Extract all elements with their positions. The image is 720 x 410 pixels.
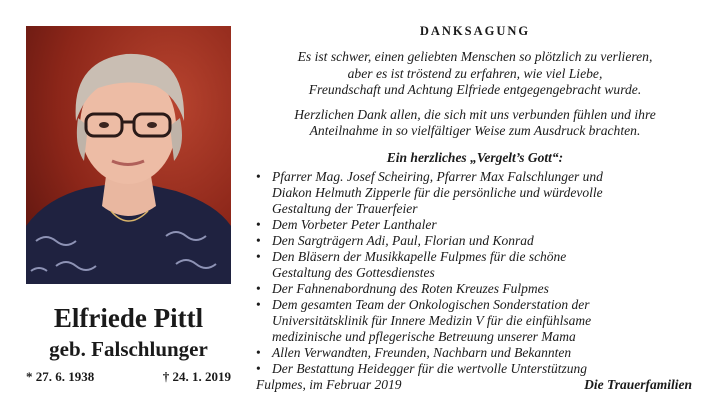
list-item — [256, 169, 700, 217]
list-item-line: Den Sargträgern Adi, Paul, Florian und Konrad — [272, 232, 534, 248]
list-item — [256, 233, 700, 249]
list-item-line: Dem Vorbeter Peter Lanthaler — [272, 216, 437, 232]
place-date: Fulpmes, im Februar 2019 — [256, 377, 402, 392]
list-item-line: Den Bläsern der Musikkapelle Fulpmes für die schöne — [272, 248, 567, 264]
thanks-line: Anteilnahme in so vielfältiger Weise zum Ausdruck brachten. — [309, 123, 641, 138]
intro-line: aber es ist tröstend zu erfahren, wie viel Liebe, — [347, 65, 603, 81]
list-item-line: Dem gesamten Team der Onkologischen Sonderstation der — [272, 296, 590, 312]
thanks-line: Herzlichen Dank allen, die sich mit uns verbunden fühlen und ihre — [294, 106, 656, 122]
list-item-line: Universitätsklinik für Innere Medizin V für die einfühlsame — [272, 312, 592, 328]
list-item-line: Gestaltung des Gottesdienstes — [272, 264, 435, 280]
notice-heading: DANKSAGUNG — [419, 24, 531, 38]
signature: Die Trauerfamilien — [584, 377, 692, 392]
portrait-photo — [26, 26, 231, 284]
deceased-name: Elfriede Pittl — [53, 303, 204, 333]
list-item-line: medizinische und pflegerische Betreuung unserer Mama — [272, 328, 576, 344]
notice-text — [250, 24, 700, 377]
thanks-paragraph — [250, 107, 700, 140]
list-item-line: Gestaltung der Trauerfeier — [272, 200, 418, 216]
list-item-line: Allen Verwandten, Freunden, Nachbarn und Bekannten — [272, 344, 572, 360]
thanks-list — [250, 169, 700, 377]
list-item — [256, 345, 700, 361]
bullet-icon: • — [256, 296, 261, 312]
list-item-line: Der Bestattung Heidegger für die wertvolle Unterstützung — [272, 360, 587, 376]
life-dates — [26, 369, 231, 385]
bullet-icon: • — [256, 280, 261, 296]
bullet-icon: • — [256, 360, 261, 376]
bullet-icon: • — [256, 248, 261, 264]
list-item-line: Der Fahnenabordnung des Roten Kreuzes Fulpmes — [272, 280, 549, 296]
bullet-icon: • — [256, 168, 261, 184]
list-item-line: Pfarrer Mag. Josef Scheiring, Pfarrer Max Falschlunger und — [272, 168, 603, 184]
bullet-icon: • — [256, 216, 261, 232]
birth-name: geb. Falschlunger — [49, 337, 208, 361]
list-item-line: Diakon Helmuth Zipperle für die persönliche und würdevolle — [272, 184, 603, 200]
bullet-icon: • — [256, 232, 261, 248]
list-item — [256, 361, 700, 377]
bullet-icon: • — [256, 344, 261, 360]
death-date: † 24. 1. 2019 — [162, 369, 231, 384]
list-item — [256, 249, 700, 281]
intro-line: Es ist schwer, einen geliebten Menschen so plötzlich zu verlieren, — [297, 49, 653, 64]
birth-date: * 27. 6. 1938 — [26, 369, 95, 384]
intro-paragraph — [250, 49, 700, 99]
thanks-title: Ein herzliches „Vergelt’s Gott“: — [386, 149, 564, 165]
list-item — [256, 297, 700, 345]
intro-line: Freundschaft und Achtung Elfriede entgegengebracht wurde. — [308, 82, 642, 97]
list-item — [256, 281, 700, 297]
list-item — [256, 217, 700, 233]
